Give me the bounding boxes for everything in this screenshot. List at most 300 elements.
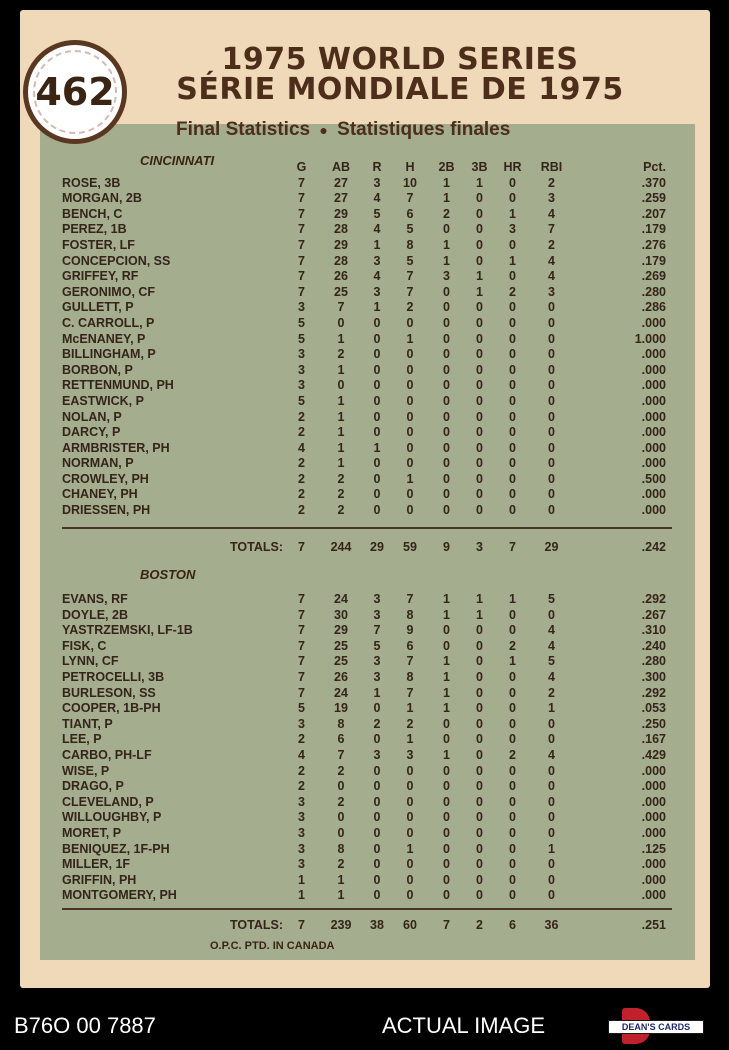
stat-r: 3: [373, 284, 381, 299]
stat-rbi: 0: [548, 331, 555, 346]
stat-r: 0: [373, 378, 381, 393]
stat-rbi: 0: [548, 300, 555, 315]
stat-r: 3: [373, 175, 381, 190]
stat-hr: 1: [509, 253, 516, 268]
stat-h: 0: [406, 487, 414, 502]
stat-ab: 0: [337, 315, 345, 330]
total-rbi: 36: [544, 918, 559, 932]
stat-t: 0: [476, 732, 483, 747]
stat-hr: 0: [509, 347, 516, 362]
stat-d: 0: [443, 425, 450, 440]
stat-h: 0: [406, 409, 414, 424]
stat-hr: 0: [509, 841, 516, 856]
stat-rbi: 0: [548, 857, 555, 872]
stat-ab: 25: [334, 654, 348, 669]
stat-r: 0: [373, 779, 381, 794]
player-name: NORMAN, P: [62, 456, 134, 471]
player-row: [60, 207, 666, 223]
stat-h: 0: [406, 347, 414, 362]
card-number-badge: [23, 40, 127, 144]
stat-h: 0: [406, 872, 414, 887]
stat-pct: .000: [641, 487, 666, 502]
stat-h: 2: [406, 300, 414, 315]
column-header: R: [372, 160, 382, 174]
stat-d: 0: [443, 487, 450, 502]
stat-hr: 0: [509, 331, 516, 346]
stat-t: 1: [476, 269, 483, 284]
player-name: BORBON, P: [62, 362, 133, 377]
stat-d: 0: [443, 779, 450, 794]
stat-pct: .000: [641, 393, 666, 408]
stat-ab: 6: [337, 732, 345, 747]
stat-rbi: 2: [548, 175, 555, 190]
stat-t: 0: [476, 794, 483, 809]
stat-pct: .000: [641, 763, 666, 778]
stat-d: 1: [443, 685, 450, 700]
actual-image-label: ACTUAL IMAGE: [382, 1013, 545, 1038]
stat-r: 0: [373, 503, 381, 518]
stat-pct: .292: [641, 685, 666, 700]
player-row: [60, 285, 666, 301]
player-name: PETROCELLI, 3B: [62, 669, 165, 684]
stat-rbi: 0: [548, 888, 555, 903]
stat-rbi: 5: [548, 592, 555, 606]
stat-r: 4: [373, 269, 381, 284]
column-header-row: [60, 160, 666, 176]
stat-ab: 1: [337, 409, 345, 424]
stat-t: 0: [476, 393, 483, 408]
stat-hr: 0: [509, 825, 516, 840]
stat-hr: 2: [509, 747, 516, 762]
player-row: [60, 826, 666, 842]
total-pct: .251: [641, 918, 666, 932]
stat-pct: .000: [641, 440, 666, 455]
stat-hr: 0: [509, 716, 516, 731]
total-2b: 7: [443, 918, 450, 932]
stat-r: 0: [373, 825, 381, 840]
stat-g: 7: [298, 253, 305, 268]
player-row: [60, 410, 666, 426]
stat-h: 1: [406, 841, 414, 856]
stat-h: 1: [406, 331, 414, 346]
stat-d: 0: [443, 623, 450, 638]
stat-g: 7: [298, 206, 305, 221]
stat-hr: 0: [509, 623, 516, 638]
stat-pct: .000: [641, 503, 666, 518]
stat-g: 3: [298, 841, 305, 856]
stat-g: 5: [298, 393, 305, 408]
stat-r: 1: [373, 237, 381, 252]
player-row: [60, 795, 666, 811]
stat-ab: 26: [334, 269, 348, 284]
deans-cards-logo: [608, 1008, 704, 1044]
stat-ab: 30: [334, 607, 348, 622]
stat-g: 7: [298, 191, 305, 206]
player-name: BENIQUEZ, 1F-PH: [62, 841, 170, 856]
stat-r: 0: [373, 409, 381, 424]
stat-h: 0: [406, 440, 414, 455]
stat-g: 4: [298, 747, 305, 762]
player-name: LYNN, CF: [62, 654, 119, 669]
stat-hr: 0: [509, 607, 516, 622]
subtitle: [176, 119, 676, 141]
stat-d: 0: [443, 825, 450, 840]
stat-r: 0: [373, 456, 381, 471]
stat-g: 2: [298, 763, 305, 778]
player-name: LEE, P: [62, 732, 102, 747]
player-row: [60, 857, 666, 873]
stat-ab: 27: [334, 191, 348, 206]
stat-hr: 0: [509, 315, 516, 330]
stat-g: 3: [298, 300, 305, 315]
stat-g: 2: [298, 487, 305, 502]
stat-d: 0: [443, 378, 450, 393]
stat-r: 3: [373, 592, 381, 606]
player-name: WILLOUGHBY, P: [62, 810, 162, 825]
player-row: [60, 748, 666, 764]
stat-d: 1: [443, 237, 450, 252]
stat-g: 7: [298, 638, 305, 653]
total-3b: 3: [476, 540, 483, 554]
stat-pct: .370: [641, 175, 666, 190]
stat-d: 1: [443, 701, 450, 716]
player-name: C. CARROLL, P: [62, 315, 155, 330]
player-row: [60, 394, 666, 410]
stat-d: 0: [443, 300, 450, 315]
stat-pct: .000: [641, 347, 666, 362]
stat-pct: .000: [641, 794, 666, 809]
stat-rbi: 1: [548, 841, 555, 856]
stat-d: 0: [443, 763, 450, 778]
stat-t: 0: [476, 503, 483, 518]
total-h: 59: [403, 540, 417, 554]
stat-d: 0: [443, 732, 450, 747]
stat-g: 2: [298, 471, 305, 486]
stat-pct: .310: [641, 623, 666, 638]
stat-pct: .280: [641, 654, 666, 669]
stat-t: 0: [476, 841, 483, 856]
column-header: Pct.: [643, 160, 666, 174]
stat-h: 0: [406, 378, 414, 393]
totals-divider: [62, 527, 672, 529]
stat-g: 7: [298, 685, 305, 700]
stat-pct: .000: [641, 872, 666, 887]
stat-g: 2: [298, 732, 305, 747]
stat-g: 5: [298, 331, 305, 346]
column-header: RBI: [540, 160, 563, 174]
stat-hr: 0: [509, 425, 516, 440]
stat-d: 2: [443, 206, 450, 221]
stat-r: 0: [373, 471, 381, 486]
stat-rbi: 3: [548, 191, 555, 206]
stat-d: 0: [443, 284, 450, 299]
stat-rbi: 0: [548, 471, 555, 486]
total-3b: 2: [476, 918, 483, 932]
stat-r: 0: [373, 347, 381, 362]
stat-ab: 28: [334, 253, 348, 268]
stat-ab: 1: [337, 393, 345, 408]
stat-h: 6: [406, 206, 414, 221]
player-row: [60, 269, 666, 285]
stat-rbi: 1: [548, 701, 555, 716]
stat-rbi: 0: [548, 716, 555, 731]
player-row: [60, 332, 666, 348]
total-ab: 239: [330, 918, 352, 932]
stat-hr: 0: [509, 779, 516, 794]
stat-hr: 0: [509, 669, 516, 684]
stat-rbi: 4: [548, 206, 555, 221]
stat-pct: .000: [641, 425, 666, 440]
player-name: MORET, P: [62, 825, 122, 840]
stat-hr: 0: [509, 269, 516, 284]
player-row: [60, 732, 666, 748]
player-name: MILLER, 1F: [62, 857, 131, 872]
stat-g: 3: [298, 362, 305, 377]
stat-g: 3: [298, 716, 305, 731]
stat-r: 4: [373, 191, 381, 206]
stat-hr: 0: [509, 701, 516, 716]
stat-h: 0: [406, 794, 414, 809]
player-row: [60, 347, 666, 363]
stat-ab: 1: [337, 440, 345, 455]
stat-g: 7: [298, 607, 305, 622]
stat-d: 0: [443, 841, 450, 856]
stat-rbi: 0: [548, 794, 555, 809]
stat-r: 0: [373, 487, 381, 502]
stat-r: 7: [373, 623, 381, 638]
stat-ab: 2: [337, 503, 345, 518]
stat-hr: 0: [509, 440, 516, 455]
stat-d: 1: [443, 191, 450, 206]
player-row: [60, 441, 666, 457]
stat-pct: .000: [641, 362, 666, 377]
player-name: MONTGOMERY, PH: [62, 888, 177, 903]
player-name: PEREZ, 1B: [62, 222, 127, 237]
player-row: [60, 363, 666, 379]
stat-ab: 1: [337, 425, 345, 440]
stat-hr: 0: [509, 378, 516, 393]
stat-t: 0: [476, 763, 483, 778]
stat-pct: .000: [641, 315, 666, 330]
stat-rbi: 4: [548, 253, 555, 268]
player-name: FOSTER, LF: [62, 237, 135, 252]
stat-h: 5: [406, 222, 414, 237]
player-row: [60, 717, 666, 733]
stat-r: 1: [373, 685, 381, 700]
stat-rbi: 0: [548, 779, 555, 794]
stat-h: 0: [406, 362, 414, 377]
stat-h: 8: [406, 669, 414, 684]
column-header: G: [296, 160, 307, 174]
player-name: McENANEY, P: [62, 331, 146, 346]
boston-totals-row: [60, 918, 666, 934]
card-number: 462: [35, 70, 115, 114]
stat-ab: 7: [337, 747, 345, 762]
stat-hr: 2: [509, 638, 516, 653]
stat-t: 1: [476, 175, 483, 190]
player-name: MORGAN, 2B: [62, 191, 142, 206]
stat-pct: .269: [641, 269, 666, 284]
stat-pct: .000: [641, 825, 666, 840]
player-row: [60, 842, 666, 858]
stat-hr: 0: [509, 237, 516, 252]
player-row: [60, 238, 666, 254]
stat-h: 0: [406, 315, 414, 330]
stat-pct: .286: [641, 300, 666, 315]
total-hr: 6: [509, 918, 516, 932]
stat-t: 0: [476, 300, 483, 315]
stat-hr: 0: [509, 872, 516, 887]
stat-g: 3: [298, 347, 305, 362]
subtitle-english: Final Statistics: [176, 119, 311, 140]
stat-g: 7: [298, 592, 305, 606]
stat-h: 7: [406, 685, 414, 700]
player-row: [60, 176, 666, 192]
totals-label: TOTALS:: [229, 540, 283, 554]
stat-d: 1: [443, 654, 450, 669]
stat-t: 0: [476, 487, 483, 502]
subtitle-french: Statistiques finales: [337, 119, 511, 140]
stat-r: 5: [373, 206, 381, 221]
stat-hr: 0: [509, 487, 516, 502]
stat-pct: .276: [641, 237, 666, 252]
stat-ab: 2: [337, 763, 345, 778]
stat-rbi: 0: [548, 362, 555, 377]
stat-d: 0: [443, 872, 450, 887]
stat-t: 0: [476, 810, 483, 825]
stat-h: 0: [406, 456, 414, 471]
player-name: GULLETT, P: [62, 300, 134, 315]
stat-pct: .000: [641, 378, 666, 393]
player-name: CROWLEY, PH: [62, 471, 149, 486]
stat-ab: 28: [334, 222, 348, 237]
stat-pct: .053: [641, 701, 666, 716]
stat-g: 7: [298, 669, 305, 684]
stat-rbi: 4: [548, 623, 555, 638]
stat-r: 0: [373, 393, 381, 408]
stat-pct: .500: [641, 471, 666, 486]
stat-t: 0: [476, 747, 483, 762]
stat-rbi: 0: [548, 456, 555, 471]
stat-h: 5: [406, 253, 414, 268]
stat-r: 3: [373, 654, 381, 669]
player-name: RETTENMUND, PH: [62, 378, 174, 393]
player-name: FISK, C: [62, 638, 107, 653]
player-name: WISE, P: [62, 763, 110, 778]
stat-h: 1: [406, 701, 414, 716]
player-name: CONCEPCION, SS: [62, 253, 171, 268]
stat-h: 0: [406, 825, 414, 840]
player-name: CHANEY, PH: [62, 487, 138, 502]
stat-g: 7: [298, 237, 305, 252]
player-name: EASTWICK, P: [62, 393, 144, 408]
player-row: [60, 472, 666, 488]
stat-t: 1: [476, 607, 483, 622]
player-row: [60, 779, 666, 795]
stat-r: 0: [373, 732, 381, 747]
stat-hr: 0: [509, 300, 516, 315]
stat-t: 0: [476, 654, 483, 669]
player-row: [60, 654, 666, 670]
stat-rbi: 5: [548, 654, 555, 669]
stat-rbi: 0: [548, 872, 555, 887]
stat-ab: 8: [337, 841, 345, 856]
stat-d: 0: [443, 409, 450, 424]
stat-pct: .000: [641, 888, 666, 903]
stat-h: 0: [406, 763, 414, 778]
stat-d: 1: [443, 669, 450, 684]
stat-hr: 0: [509, 810, 516, 825]
stat-ab: 1: [337, 456, 345, 471]
stat-h: 7: [406, 191, 414, 206]
stat-pct: .240: [641, 638, 666, 653]
stat-ab: 0: [337, 779, 345, 794]
stat-h: 0: [406, 888, 414, 903]
column-header: H: [405, 160, 415, 174]
stat-t: 0: [476, 331, 483, 346]
stat-hr: 3: [509, 222, 516, 237]
stat-r: 1: [373, 300, 381, 315]
title-french: SÉRIE MONDIALE DE 1975: [176, 72, 624, 107]
stat-r: 0: [373, 315, 381, 330]
total-ab: 244: [330, 540, 352, 554]
stat-d: 1: [443, 747, 450, 762]
stat-ab: 29: [334, 206, 348, 221]
stat-d: 0: [443, 810, 450, 825]
stat-h: 7: [406, 654, 414, 669]
stat-ab: 2: [337, 471, 345, 486]
player-row: [60, 592, 666, 608]
stat-h: 0: [406, 503, 414, 518]
player-name: COOPER, 1B-PH: [62, 701, 161, 716]
player-row: [60, 810, 666, 826]
stat-r: 1: [373, 440, 381, 455]
stat-t: 0: [476, 888, 483, 903]
player-row: [60, 888, 666, 904]
player-row: [60, 222, 666, 238]
stat-ab: 27: [334, 175, 348, 190]
stat-h: 0: [406, 393, 414, 408]
stat-hr: 0: [509, 191, 516, 206]
player-row: [60, 608, 666, 624]
stat-ab: 2: [337, 794, 345, 809]
stat-r: 5: [373, 638, 381, 653]
stat-r: 0: [373, 763, 381, 778]
player-row: [60, 623, 666, 639]
stat-h: 8: [406, 237, 414, 252]
stat-hr: 1: [509, 592, 516, 606]
stat-g: 3: [298, 378, 305, 393]
player-row: [60, 873, 666, 889]
player-row: [60, 316, 666, 332]
player-name: ARMBRISTER, PH: [62, 440, 170, 455]
player-name: CARBO, PH-LF: [62, 747, 152, 762]
stat-rbi: 0: [548, 732, 555, 747]
stat-t: 0: [476, 347, 483, 362]
player-row: [60, 701, 666, 717]
stat-g: 7: [298, 284, 305, 299]
stat-t: 0: [476, 237, 483, 252]
stat-t: 0: [476, 456, 483, 471]
title-english: 1975 WORLD SERIES: [221, 42, 579, 77]
stat-hr: 0: [509, 685, 516, 700]
player-name: EVANS, RF: [62, 592, 128, 606]
stat-rbi: 0: [548, 763, 555, 778]
stat-pct: .000: [641, 456, 666, 471]
stat-d: 0: [443, 794, 450, 809]
stat-ab: 25: [334, 284, 348, 299]
player-row: [60, 764, 666, 780]
